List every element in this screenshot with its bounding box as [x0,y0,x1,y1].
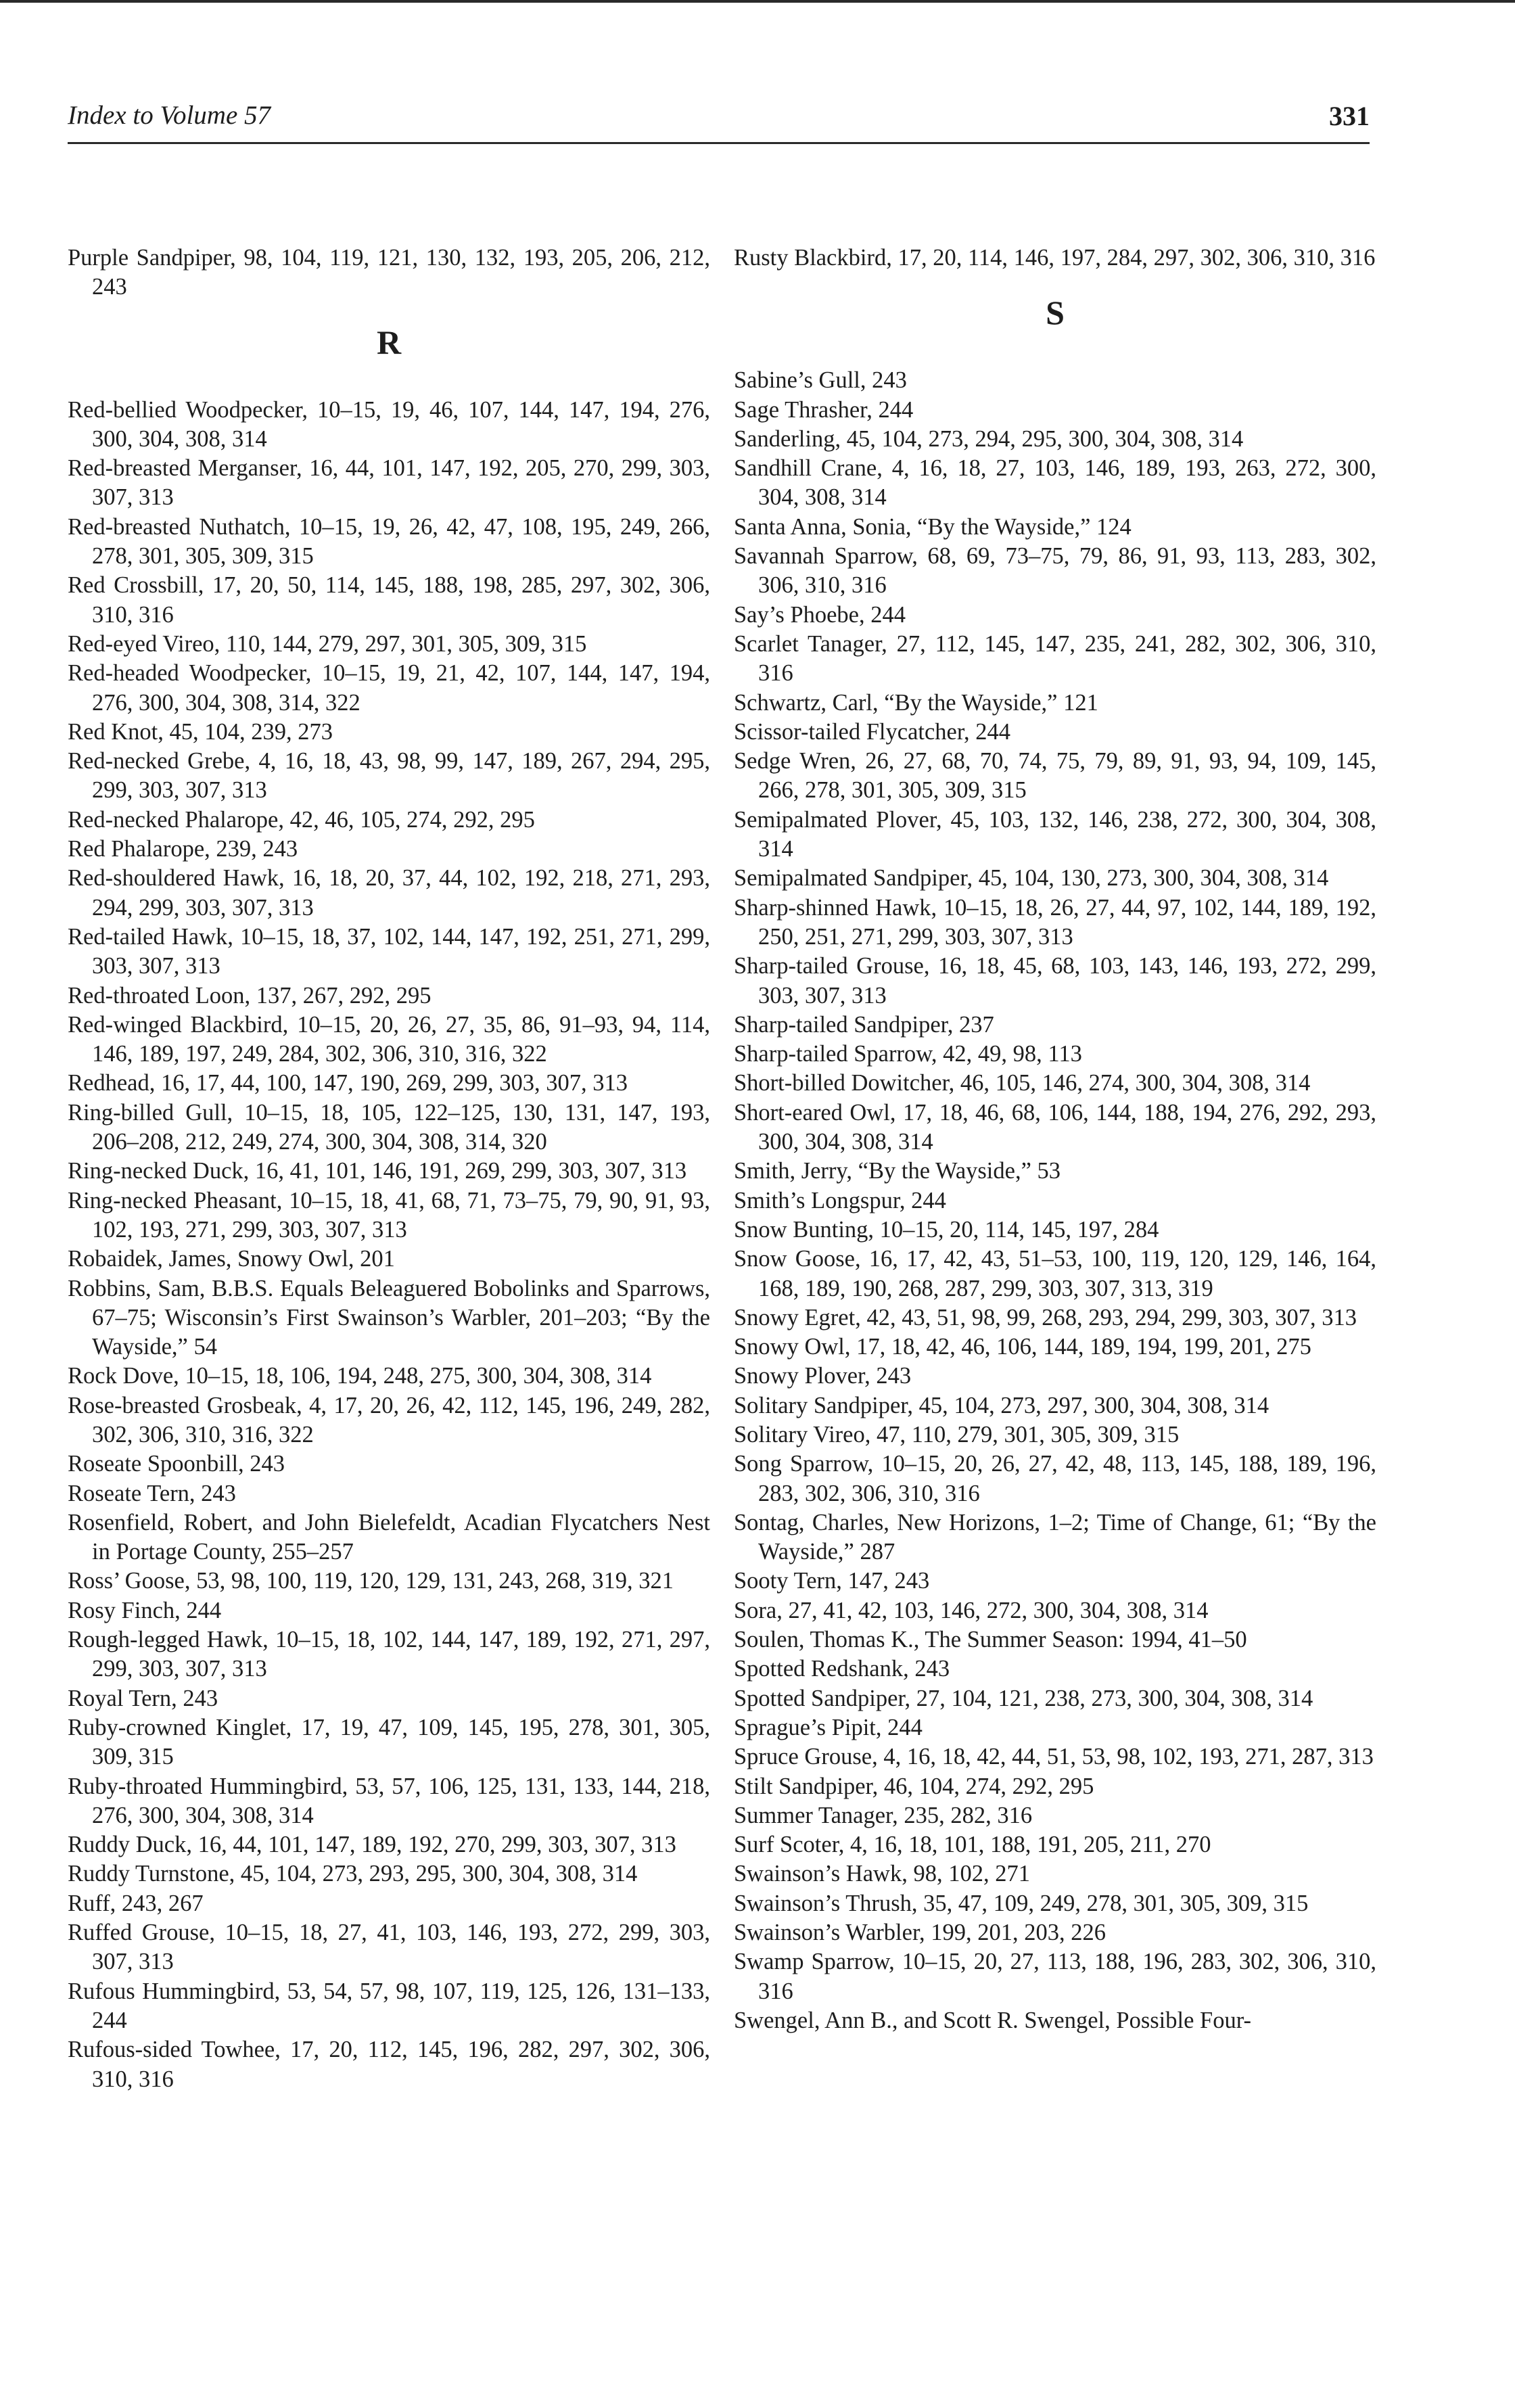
index-entry: Sora, 27, 41, 42, 103, 146, 272, 300, 304, 308, 314 [734,1597,1209,1623]
index-entry: Soulen, Thomas K., The Summer Season: 1994, 41–50 [734,1627,1247,1653]
index-entry: Red-winged Blackbird, 10–15, 20, 26, 27, 35, 86, 91–93, 94, 114, 146, 189, 197, 249, 284, 302, 306, 310, 316, 322 [68,1011,710,1067]
right-column [734,244,1376,2035]
index-entry: Sprague’s Pipit, 244 [734,1714,923,1740]
index-entry: Rock Dove, 10–15, 18, 106, 194, 248, 275, 300, 304, 308, 314 [68,1363,652,1389]
running-title: Index to Volume 57 [68,101,271,130]
index-entry: Sharp-tailed Sparrow, 42, 49, 98, 113 [734,1041,1082,1067]
index-entry: Sharp-shinned Hawk, 10–15, 18, 26, 27, 44, 97, 102, 144, 189, 192, 250, 251, 271, 299, 303, 307, 313 [734,894,1376,950]
index-entry: Red-eyed Vireo, 110, 144, 279, 297, 301, 305, 309, 315 [68,630,587,657]
index-entry: Red-necked Phalarope, 42, 46, 105, 274, 292, 295 [68,806,535,833]
index-entry: Swengel, Ann B., and Scott R. Swengel, Possible Four- [734,2007,1252,2033]
index-entry: Short-billed Dowitcher, 46, 105, 146, 274, 300, 304, 308, 314 [734,1070,1311,1096]
index-entry: Redhead, 16, 17, 44, 100, 147, 190, 269, 299, 303, 307, 313 [68,1070,628,1096]
index-entry: Ruffed Grouse, 10–15, 18, 27, 41, 103, 146, 193, 272, 299, 303, 307, 313 [68,1920,710,1975]
index-entry: Solitary Vireo, 47, 110, 279, 301, 305, 309, 315 [734,1421,1180,1448]
index-entry: Semipalmated Sandpiper, 45, 104, 130, 273, 300, 304, 308, 314 [734,865,1329,892]
index-entry: Sharp-tailed Grouse, 16, 18, 45, 68, 103, 143, 146, 193, 272, 299, 303, 307, 313 [734,953,1376,1009]
index-entry: Spotted Redshank, 243 [734,1656,950,1682]
index-entry: Sooty Tern, 147, 243 [734,1568,930,1594]
index-entry: Red-throated Loon, 137, 267, 292, 295 [68,982,432,1009]
right-entries [734,366,1376,2035]
left-column [68,244,710,2094]
index-entry: Red-headed Woodpecker, 10–15, 19, 21, 42, 107, 144, 147, 194, 276, 300, 304, 308, 314, 322 [68,660,710,716]
index-entry: Snow Goose, 16, 17, 42, 43, 51–53, 100, 119, 120, 129, 146, 164, 168, 189, 190, 268, 287, 299, 303, 307, 313, 319 [734,1246,1376,1301]
index-entry: Ross’ Goose, 53, 98, 100, 119, 120, 129, 131, 243, 268, 319, 321 [68,1568,674,1594]
index-entry: Sontag, Charles, New Horizons, 1–2; Time of Change, 61; “By the Wayside,” 287 [734,1509,1376,1565]
index-entry: Santa Anna, Sonia, “By the Wayside,” 124 [734,513,1132,540]
index-entry: Roseate Spoonbill, 243 [68,1451,285,1477]
index-entry: Savannah Sparrow, 68, 69, 73–75, 79, 86, 91, 93, 113, 283, 302, 306, 310, 316 [734,543,1376,599]
index-entry: Sedge Wren, 26, 27, 68, 70, 74, 75, 79, 89, 91, 93, 94, 109, 145, 266, 278, 301, 305, 309, 315 [734,748,1376,804]
index-entry: Ruby-crowned Kinglet, 17, 19, 47, 109, 145, 195, 278, 301, 305, 309, 315 [68,1714,710,1770]
index-entry: Red Phalarope, 239, 243 [68,836,298,862]
index-entry: Snowy Plover, 243 [734,1363,912,1389]
index-entry: Red-bellied Woodpecker, 10–15, 19, 46, 107, 144, 147, 194, 276, 300, 304, 308, 314 [68,396,710,452]
index-entry: Short-eared Owl, 17, 18, 46, 68, 106, 144, 188, 194, 276, 292, 293, 300, 304, 308, 314 [734,1099,1376,1155]
index-entry: Red-breasted Nuthatch, 10–15, 19, 26, 42, 47, 108, 195, 249, 266, 278, 301, 305, 309, 315 [68,513,710,570]
index-entry: Sage Thrasher, 244 [734,396,914,423]
index-entry: Red Knot, 45, 104, 239, 273 [68,718,333,745]
index-entry: Sabine’s Gull, 243 [734,367,907,394]
index-entry: Rufous Hummingbird, 53, 54, 57, 98, 107, 119, 125, 126, 131–133, 244 [68,1978,710,2033]
index-entry: Red-breasted Merganser, 16, 44, 101, 147, 192, 205, 270, 299, 303, 307, 313 [68,455,710,511]
right-top-entries [734,244,1376,273]
index-entry: Smith’s Longspur, 244 [734,1187,946,1213]
left-entries [68,396,710,2094]
index-entry: Scarlet Tanager, 27, 112, 145, 147, 235, 241, 282, 302, 306, 310, 316 [734,630,1376,687]
index-entry: Say’s Phoebe, 244 [734,601,906,628]
index-entry: Rosy Finch, 244 [68,1597,222,1623]
index-entry: Ruddy Duck, 16, 44, 101, 147, 189, 192, 270, 299, 303, 307, 313 [68,1832,676,1858]
index-entry: Rusty Blackbird, 17, 20, 114, 146, 197, 284, 297, 302, 306, 310, 316 [734,245,1376,271]
index-entry: Ruby-throated Hummingbird, 53, 57, 106, 125, 131, 133, 144, 218, 276, 300, 304, 308, 314 [68,1773,710,1828]
index-entry: Ruddy Turnstone, 45, 104, 273, 293, 295, 300, 304, 308, 314 [68,1861,638,1887]
index-entry: Summer Tanager, 235, 282, 316 [734,1802,1033,1828]
index-entry: Stilt Sandpiper, 46, 104, 274, 292, 295 [734,1773,1094,1799]
index-entry: Schwartz, Carl, “By the Wayside,” 121 [734,689,1098,716]
index-entry: Swainson’s Thrush, 35, 47, 109, 249, 278, 301, 305, 309, 315 [734,1890,1309,1916]
index-entry: Ring-billed Gull, 10–15, 18, 105, 122–125, 130, 131, 147, 193, 206–208, 212, 249, 274, 300, 304, 308, 314, 320 [68,1099,710,1155]
index-entry: Swainson’s Hawk, 98, 102, 271 [734,1861,1030,1887]
index-entry: Semipalmated Plover, 45, 103, 132, 146, 238, 272, 300, 304, 308, 314 [734,806,1376,862]
index-entry: Surf Scoter, 4, 16, 18, 101, 188, 191, 205, 211, 270 [734,1832,1211,1858]
index-entry: Roseate Tern, 243 [68,1480,236,1506]
index-entry: Rose-breasted Grosbeak, 4, 17, 20, 26, 42, 112, 145, 196, 249, 282, 302, 306, 310, 316, 322 [68,1392,710,1448]
index-entry: Royal Tern, 243 [68,1685,218,1711]
letter-heading-s: S [1046,294,1065,332]
index-entry: Smith, Jerry, “By the Wayside,” 53 [734,1158,1061,1184]
index-entry: Sanderling, 45, 104, 273, 294, 295, 300, 304, 308, 314 [734,425,1244,452]
letter-heading-r: R [376,323,402,361]
index-entry: Snow Bunting, 10–15, 20, 114, 145, 197, 284 [734,1216,1159,1243]
index-entry: Snowy Owl, 17, 18, 42, 46, 106, 144, 189, 194, 199, 201, 275 [734,1334,1311,1360]
index-entry: Red-tailed Hawk, 10–15, 18, 37, 102, 144, 147, 192, 251, 271, 299, 303, 307, 313 [68,923,710,979]
index-entry: Ring-necked Pheasant, 10–15, 18, 41, 68, 71, 73–75, 79, 90, 91, 93, 102, 193, 271, 299, 303, 307, 313 [68,1187,710,1243]
index-entry: Snowy Egret, 42, 43, 51, 98, 99, 268, 293, 294, 299, 303, 307, 313 [734,1304,1357,1330]
page-header [68,95,1370,144]
index-entry: Song Sparrow, 10–15, 20, 26, 27, 42, 48, 113, 145, 188, 189, 196, 283, 302, 306, 310, 316 [734,1451,1376,1506]
index-entry: Red-shouldered Hawk, 16, 18, 20, 37, 44, 102, 192, 218, 271, 293, 294, 299, 303, 307, 313 [68,865,710,921]
index-entry: Spruce Grouse, 4, 16, 18, 42, 44, 51, 53, 98, 102, 193, 271, 287, 313 [734,1744,1374,1770]
page-number: 331 [1329,101,1370,131]
index-entry: Sandhill Crane, 4, 16, 18, 27, 103, 146, 189, 193, 263, 272, 300, 304, 308, 314 [734,455,1376,511]
index-entry: Scissor-tailed Flycatcher, 244 [734,718,1010,745]
index-entry: Ring-necked Duck, 16, 41, 101, 146, 191, 269, 299, 303, 307, 313 [68,1158,687,1184]
index-entry: Spotted Sandpiper, 27, 104, 121, 238, 273, 300, 304, 308, 314 [734,1685,1313,1711]
index-entry: Red Crossbill, 17, 20, 50, 114, 145, 188, 198, 285, 297, 302, 306, 310, 316 [68,572,710,628]
index-entry: Rough-legged Hawk, 10–15, 18, 102, 144, 147, 189, 192, 271, 297, 299, 303, 307, 313 [68,1627,710,1682]
left-top-entries [68,244,710,302]
index-entry: Robaidek, James, Snowy Owl, 201 [68,1246,395,1272]
index-entry: Swamp Sparrow, 10–15, 20, 27, 113, 188, 196, 283, 302, 306, 310, 316 [734,1949,1376,2004]
index-entry: Red-necked Grebe, 4, 16, 18, 43, 98, 99, 147, 189, 267, 294, 295, 299, 303, 307, 313 [68,748,710,804]
index-entry: Rufous-sided Towhee, 17, 20, 112, 145, 196, 282, 297, 302, 306, 310, 316 [68,2037,710,2092]
index-entry: Rosenfield, Robert, and John Bielefeldt, Acadian Flycatchers Nest in Portage County, 255–257 [68,1509,710,1565]
index-entry: Robbins, Sam, B.B.S. Equals Beleaguered Bobolinks and Sparrows, 67–75; Wisconsin’s First Swainson’s Warbler, 201–203; “By the Wayside,” 54 [68,1275,710,1360]
index-entry: Sharp-tailed Sandpiper, 237 [734,1011,994,1038]
index-entry: Ruff, 243, 267 [68,1890,204,1916]
index-entry: Swainson’s Warbler, 199, 201, 203, 226 [734,1920,1106,1946]
index-entry: Purple Sandpiper, 98, 104, 119, 121, 130, 132, 193, 205, 206, 212, 243 [68,245,710,300]
top-rule [0,0,1515,3]
index-entry: Solitary Sandpiper, 45, 104, 273, 297, 300, 304, 308, 314 [734,1392,1269,1418]
